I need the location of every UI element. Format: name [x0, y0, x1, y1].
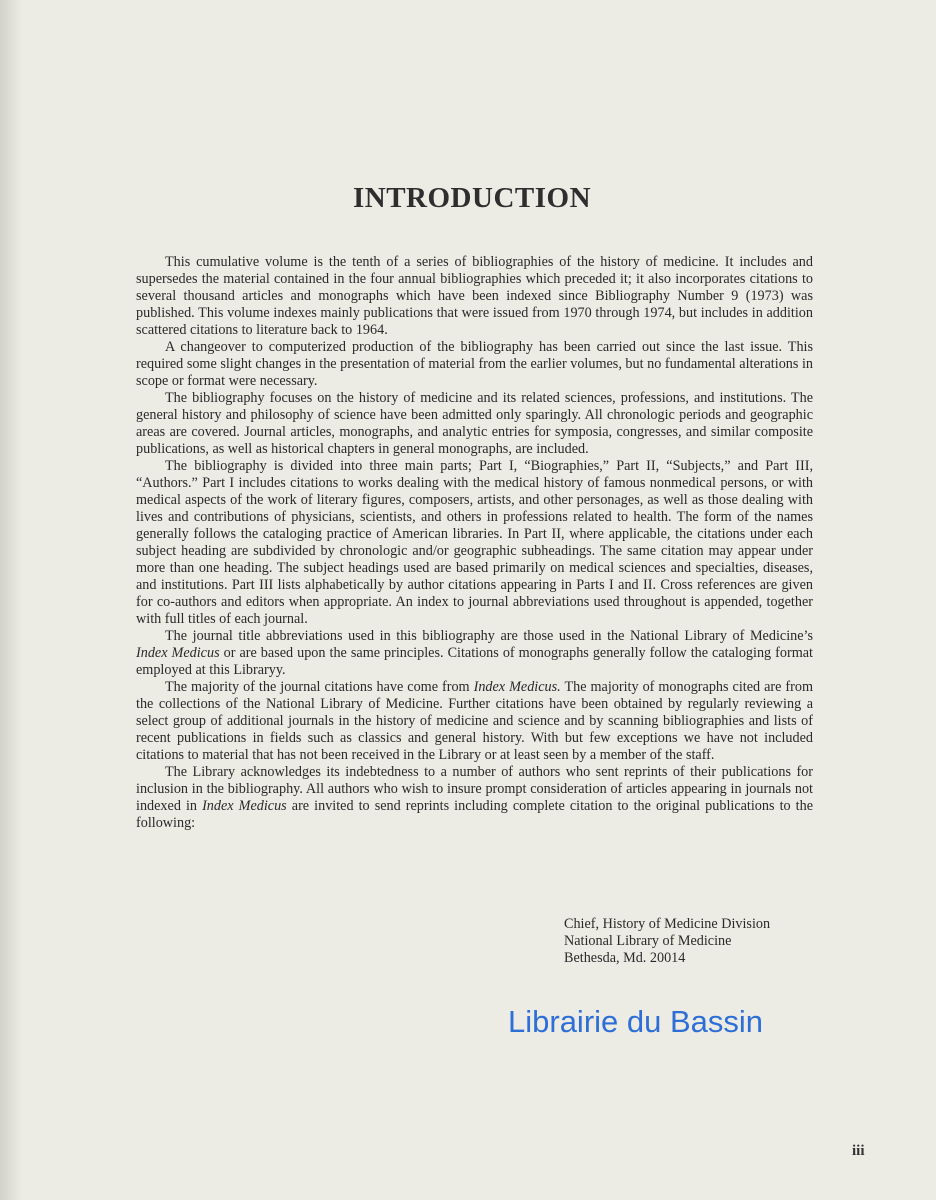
paragraph-text: The bibliography focuses on the history of medicine and its related sciences, professions, and institutions. The general history and philosophy of science have been admitted only sparingly. All chronologic periods and geographic areas are covered. Journal articles, monographs, and analytic entries for symposia, congresses, and similar composite publications, as well as historical chapters in general monographs, are included.: [136, 390, 813, 457]
paragraph-2: [136, 339, 813, 390]
address-line: Chief, History of Medicine Division: [564, 916, 771, 932]
page-title: INTRODUCTION: [352, 182, 592, 214]
paragraph-text: or are based upon the same principles. Citations of monographs generally follow the cataloging format employed at this Libraryy.: [136, 645, 813, 678]
paragraph-text: are invited to send reprints including complete citation to the original publications to the following:: [136, 798, 813, 831]
paragraph-6: [136, 679, 813, 764]
paragraph-4: [136, 458, 813, 628]
paragraph-text: This cumulative volume is the tenth of a series of bibliographies of the history of medicine. It includes and supersedes the material contained in the four annual bibliographies which preceded it; it also incorporates citations to several thousand articles and monographs which have been indexed since Bibliography Number 9 (1973) was published. This volume indexes mainly publications that were issued from 1970 through 1974, but includes in addition scattered citations to literature back to 1964.: [136, 254, 813, 338]
introduction-body: [136, 254, 813, 832]
paragraph-7: [136, 764, 813, 832]
paragraph-text: The Library acknowledges its indebtedness to a number of authors who sent reprints of their publications for inclusion in the bibliography. All authors who wish to insure prompt consideration of articles appearing in journals not indexed in: [136, 764, 813, 814]
paragraph-text: The majority of monographs cited are from the collections of the National Library of Medicine. Further citations have been obtained by regularly reviewing a select group of additional journals in the history of medicine and science and by scanning bibliographies and lists of recent publications in fields such as classics and general history. With but few exceptions we have not included citations to material that has not been received in the Library or at least seen by a member of the staff.: [136, 679, 813, 763]
paragraph-1: [136, 254, 813, 339]
watermark-seller: Librairie du Bassin: [508, 1004, 764, 1039]
page-gutter-shadow: [0, 0, 22, 1200]
paragraph-text: The bibliography is divided into three main parts; Part I, “Biographies,” Part II, “Subjects,” and Part III, “Authors.” Part I includes citations to works dealing with the medical history of famous nonmedical persons, or with medical aspects of the work of literary figures, composers, artists, and other personages, as well as those dealing with lives and contributions of physicians, scientists, and others in professions related to health. The form of the names generally follows the cataloging practice of American libraries. In Part II, where applicable, the citations under each subject heading are subdivided by chronologic and/or geographic subheadings. The same citation may appear under more than one heading. The subject headings used are based primarily on medical sciences and specialties, diseases, and institutions. Part III lists alphabetically by author citations appearing in Parts I and II. Cross references are given for co-authors and editors when appropriate. An index to journal abbreviations used throughout is appended, together with full titles of each journal.: [136, 458, 813, 627]
page-number: iii: [852, 1143, 865, 1159]
address-line: National Library of Medicine: [564, 933, 732, 949]
paragraph-3: [136, 390, 813, 458]
paragraph-5: [136, 628, 813, 679]
paragraph-text: The journal title abbreviations used in this bibliography are those used in the National Library of Medicine’s: [165, 628, 813, 644]
mailing-address: [564, 916, 770, 967]
paragraph-text: The majority of the journal citations have come from: [165, 679, 474, 695]
italic-title: Index Medicus.: [473, 679, 561, 695]
italic-title: Index Medicus: [202, 798, 287, 814]
italic-title: Index Medicus: [136, 645, 220, 661]
address-line: Bethesda, Md. 20014: [564, 950, 686, 966]
paragraph-text: A changeover to computerized production of the bibliography has been carried out since the last issue. This required some slight changes in the presentation of material from the earlier volumes, but no fundamental alterations in scope or format were necessary.: [136, 339, 813, 389]
